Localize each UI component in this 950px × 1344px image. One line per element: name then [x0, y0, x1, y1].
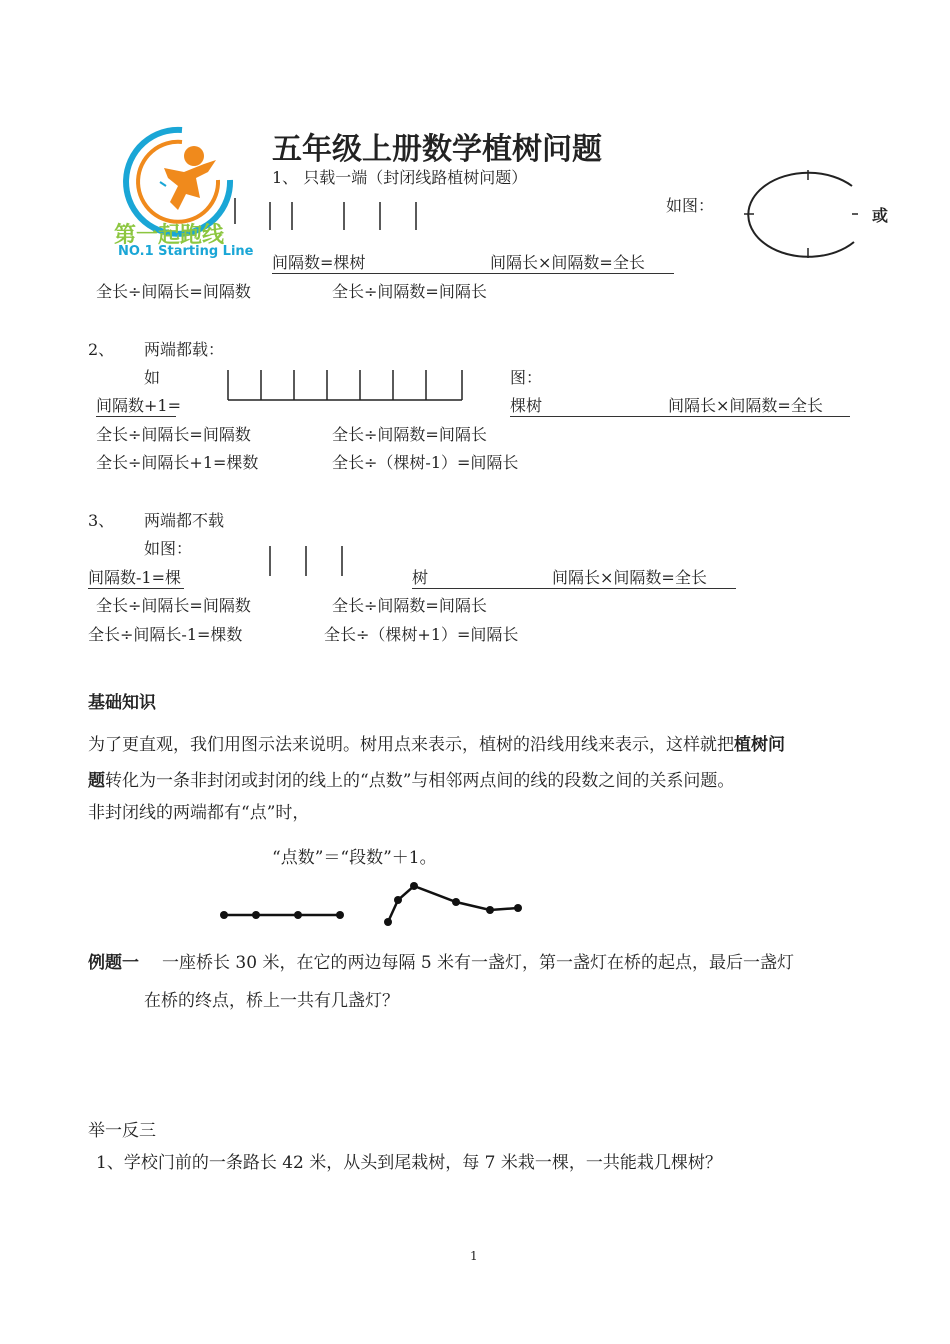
- curved-line-points-diagram: [380, 878, 530, 928]
- practice-q1: 1、学校门前的一条路长 42 米，从头到尾栽树，每 7 米栽一棵，一共能栽几棵树？: [96, 1153, 722, 1173]
- sec1-f1: 间隔数=棵树: [272, 253, 366, 272]
- basics-p2a: 题: [88, 771, 105, 791]
- sec3-f1a: 间隔数-1=棵: [88, 568, 181, 587]
- basics-heading: 基础知识: [88, 693, 156, 713]
- sec3-f6: 全长÷（棵树+1）=间隔长: [324, 625, 519, 644]
- basics-p3: 非封闭线的两端都有“点”时，: [88, 803, 310, 823]
- sec3-heading: 两端都不载: [144, 511, 225, 530]
- basics-p2b: 转化为一条非封闭或封闭的线上的“点数”与相邻两点间的线的段数之间的关系问题。: [105, 771, 735, 791]
- sec3-fig-label: 如图：: [144, 539, 193, 558]
- sec2-heading: 两端都载：: [144, 340, 225, 359]
- sec3-f5: 全长÷间隔长-1=棵数: [88, 625, 243, 644]
- sec3-underline-left: [88, 588, 184, 589]
- sec2-tick-diagram: [226, 370, 466, 404]
- sec3-tick-diagram: [266, 546, 356, 580]
- sec3-f2: 间隔长×间隔数=全长: [552, 568, 707, 587]
- sec2-f1b: 棵树: [510, 396, 543, 415]
- sec2-f1a: 间隔数+1=: [96, 396, 181, 415]
- example-label: 例题一: [88, 953, 139, 973]
- sec2-f5: 全长÷间隔长+1=棵数: [96, 453, 259, 472]
- example-line2: 在桥的终点，桥上一共有几盏灯？: [144, 991, 399, 1011]
- sec3-f3: 全长÷间隔长=间隔数: [96, 596, 251, 615]
- sec2-num: 2、: [88, 340, 115, 359]
- sec2-tu: 图：: [510, 368, 543, 387]
- example-line1: 一座桥长 30 米，在它的两边每隔 5 米有一盏灯，第一盏灯在桥的起点，最后一盏灯: [162, 953, 795, 973]
- sec2-ru: 如: [144, 368, 161, 387]
- logo-text-cn: 第一起跑线: [114, 223, 225, 248]
- sec1-f3: 全长÷间隔长=间隔数: [96, 282, 251, 301]
- sec1-tick-diagram: [230, 198, 430, 238]
- sec2-f4: 全长÷间隔数=间隔长: [332, 425, 487, 444]
- sec1-fig-label: 如图：: [666, 196, 715, 215]
- sec1-heading: 1、 只载一端（封闭线路植树问题）: [272, 168, 528, 187]
- basics-p1a: 为了更直观，我们用图示法来说明。树用点来表示，植树的沿线用线来表示，这样就把: [88, 735, 734, 755]
- sec2-underline-right: [510, 416, 850, 417]
- sec2-f6: 全长÷（棵树-1）=间隔长: [332, 453, 519, 472]
- sec1-f2: 间隔长×间隔数=全长: [490, 253, 645, 272]
- sec3-f1b: 树: [412, 568, 429, 587]
- practice-heading: 举一反三: [88, 1121, 156, 1141]
- sec1-f4: 全长÷间隔数=间隔长: [332, 282, 487, 301]
- logo-text-en: NO.1 Starting Line: [118, 244, 254, 259]
- basics-p1b: 植树问: [734, 735, 785, 755]
- straight-line-points-diagram: [218, 908, 348, 922]
- sec2-underline-left: [96, 416, 176, 417]
- sec3-num: 3、: [88, 511, 115, 530]
- page-title: 五年级上册数学植树问题: [272, 132, 602, 167]
- sec2-f3: 全长÷间隔长=间隔数: [96, 425, 251, 444]
- sec2-f2: 间隔长×间隔数=全长: [668, 396, 823, 415]
- basics-formula: “点数”＝“段数”＋1。: [272, 848, 437, 868]
- sec3-f4: 全长÷间隔数=间隔长: [332, 596, 487, 615]
- closed-loop-diagram: [742, 166, 872, 266]
- sec3-underline-right: [412, 588, 736, 589]
- page-number: 1: [470, 1249, 478, 1263]
- logo: [112, 120, 252, 265]
- sec1-underline: [272, 273, 674, 274]
- sec1-or: 或: [872, 206, 889, 225]
